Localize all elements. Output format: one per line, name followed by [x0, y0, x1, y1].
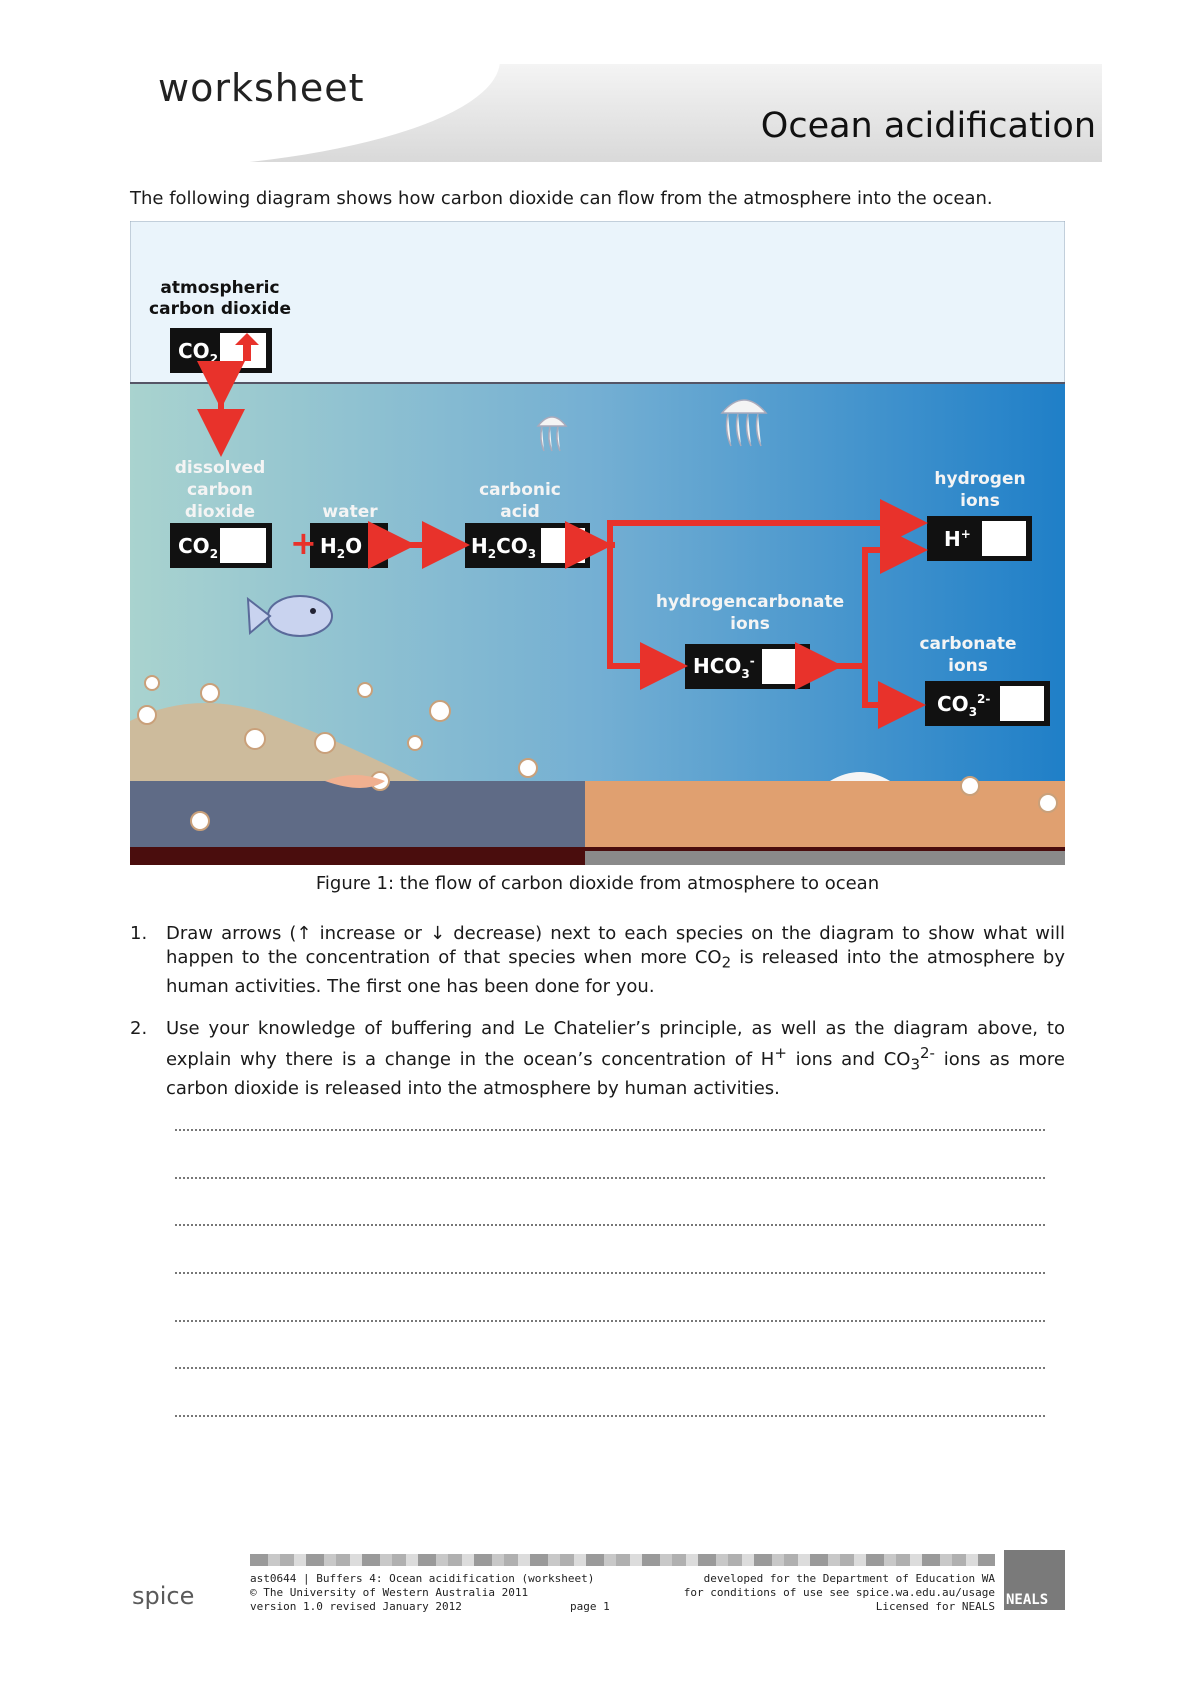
box-co3: [925, 681, 1050, 726]
label-dissolved: dissolved: [174, 458, 266, 478]
svg-text:CO32-: $CO_3^{2-}$: [937, 692, 991, 719]
answer-line-7[interactable]: [175, 1415, 1045, 1417]
label-carbon: carbon: [187, 480, 253, 500]
box-h2co3: [465, 523, 590, 568]
label-water: water: [322, 502, 378, 522]
svg-text:H2CO3: $H_2CO_3$: [471, 534, 537, 561]
worksheet-label: worksheet: [158, 66, 365, 110]
answer-line-3[interactable]: [175, 1224, 1045, 1226]
question-2-sup2: 2-: [920, 1044, 935, 1062]
footer-line3-left: version 1.0 revised January 2012: [250, 1600, 462, 1613]
question-1: [130, 922, 1065, 999]
label-hydrogen-ions: ions: [960, 491, 1000, 511]
question-2-sup1: +: [774, 1044, 787, 1062]
seabed-right: [585, 781, 1065, 851]
question-2-text-b: ions as more carbon dioxide is released into the atmosphere by human activities.: [166, 1049, 1065, 1099]
question-2-text-mid: ions and CO: [786, 1049, 911, 1070]
box-co2-dissolved: [170, 523, 272, 568]
footer-line3-right: Licensed for NEALS: [875, 1600, 995, 1613]
answer-line-4[interactable]: [175, 1272, 1045, 1274]
footer-line2-right: for conditions of use see spice.wa.edu.au/usage: [683, 1586, 995, 1599]
answer-line-2[interactable]: [175, 1177, 1045, 1179]
box-co2-atm: [170, 328, 272, 373]
question-number: 1.: [130, 923, 148, 944]
svg-text:HCO3-: $HCO_3^-$: [693, 654, 755, 681]
svg-text:CO2: $CO_2$: [178, 534, 219, 561]
plus-sign: +: [290, 524, 317, 562]
answer-line-6[interactable]: [175, 1367, 1045, 1369]
spice-logo: spice: [132, 1582, 195, 1610]
footer: [130, 1548, 1065, 1618]
label-carbonic: carbonic: [479, 480, 561, 500]
label-carbonate: carbonate: [919, 634, 1017, 654]
footer-line1-left: ast0644 | Buffers 4: Ocean acidification (worksheet): [250, 1572, 595, 1585]
svg-text:CO2: $CO_2$: [178, 339, 219, 366]
label-carbon-dioxide-atm: carbon dioxide: [149, 299, 291, 319]
question-1-sub: 2: [721, 953, 732, 972]
answer-line-1[interactable]: [175, 1129, 1045, 1131]
box-hco3: [685, 644, 810, 689]
question-2: [130, 1017, 1065, 1101]
box-h2o: [310, 523, 388, 568]
footer-line2-left: © The University of Western Australia 2011: [250, 1586, 529, 1599]
svg-text:H+: H+: [944, 527, 971, 551]
footer-bar: [250, 1554, 995, 1566]
label-acid: acid: [500, 502, 540, 522]
footer-line1-right: developed for the Department of Education WA: [703, 1572, 995, 1585]
box-h-plus: [927, 516, 1032, 561]
label-hydrogencarbonate-ions: ions: [730, 614, 770, 634]
label-dioxide: dioxide: [184, 502, 256, 522]
page-title: Ocean acidification: [760, 106, 1096, 146]
question-number: 2.: [130, 1018, 148, 1039]
neals-logo: NEALS: [1004, 1550, 1065, 1610]
page-number: page 1: [570, 1600, 610, 1613]
question-2-sub2: 3: [910, 1055, 921, 1074]
label-hydrogencarbonate: hydrogencarbonate: [655, 592, 845, 612]
label-hydrogen: hydrogen: [934, 469, 1026, 489]
label-carbonate-ions: ions: [948, 656, 988, 676]
svg-text:H2O: $H_2O$: [320, 534, 363, 561]
answer-line-5[interactable]: [175, 1320, 1045, 1322]
label-atmospheric: atmospheric: [160, 278, 280, 298]
figure-caption: Figure 1: the flow of carbon dioxide from atmosphere to ocean: [315, 873, 880, 894]
intro-text: The following diagram shows how carbon dioxide can flow from the atmosphere into the ocean.: [130, 188, 993, 209]
question-1-text-b: is released into the atmosphere by human activities. The first one has been done for you.: [166, 947, 1065, 997]
ocean-diagram: [130, 221, 1065, 865]
question-1-text-a: Draw arrows (↑ increase or ↓ decrease) next to each species on the diagram to show what will happen to the concentration of that species when more CO: [166, 923, 1065, 968]
question-2-text-a: Use your knowledge of buffering and Le Chatelier’s principle, as well as the diagram above, to explain why there is a change in the ocean’s concentration of H: [166, 1018, 1065, 1070]
